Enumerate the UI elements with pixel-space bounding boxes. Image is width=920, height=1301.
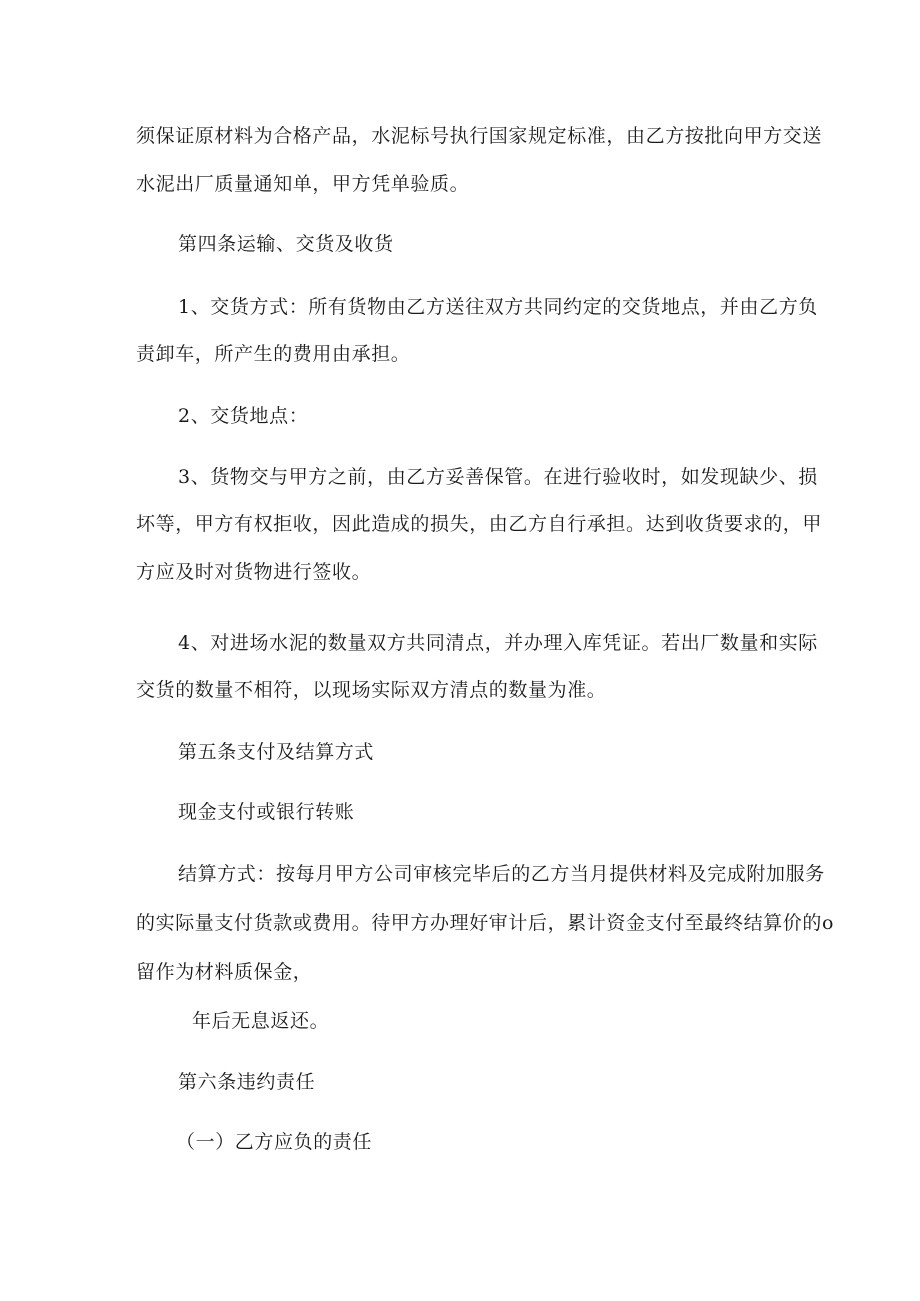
paragraph-line: 4、对进场水泥的数量双方共同清点，并办理入库凭证。若出厂数量和实际 [178, 632, 818, 654]
subsection-heading: （一）乙方应负的责任 [176, 1131, 373, 1153]
paragraph-line: 现金支付或银行转账 [178, 801, 355, 823]
paragraph-line: 交货的数量不相符，以现场实际双方清点的数量为准。 [136, 679, 607, 701]
paragraph-line: 2、交货地点： [178, 405, 309, 427]
section-heading: 第六条违约责任 [178, 1071, 316, 1093]
paragraph-line: 责卸车，所产生的费用由承担。 [136, 343, 411, 365]
section-heading: 第五条支付及结算方式 [178, 741, 375, 763]
paragraph-line: 坏等，甲方有权拒收，因此造成的损失，由乙方自行承担。达到收货要求的，甲 [136, 513, 823, 535]
paragraph-line: 方应及时对货物进行签收。 [136, 561, 372, 583]
paragraph-line: 的实际量支付货款或费用。待甲方办理好审计后，累计资金支付至最终结算价的o [136, 912, 835, 934]
section-heading: 第四条运输、交货及收货 [178, 233, 394, 255]
paragraph-line: 留作为材料质保金， [136, 961, 313, 983]
paragraph-line: 1、交货方式：所有货物由乙方送往双方共同约定的交货地点，并由乙方负 [178, 296, 818, 318]
paragraph-line: 须保证原材料为合格产品，水泥标号执行国家规定标准，由乙方按批向甲方交送 [136, 125, 823, 147]
paragraph-line: 水泥出厂质量通知单，甲方凭单验质。 [136, 173, 470, 195]
paragraph-line: 年后无息返还。 [192, 1010, 330, 1032]
paragraph-line: 3、货物交与甲方之前，由乙方妥善保管。在进行验收时，如发现缺少、损 [178, 466, 818, 488]
paragraph-line: 结算方式：按每月甲方公司审核完毕后的乙方当月提供材料及完成附加服务 [178, 863, 825, 885]
